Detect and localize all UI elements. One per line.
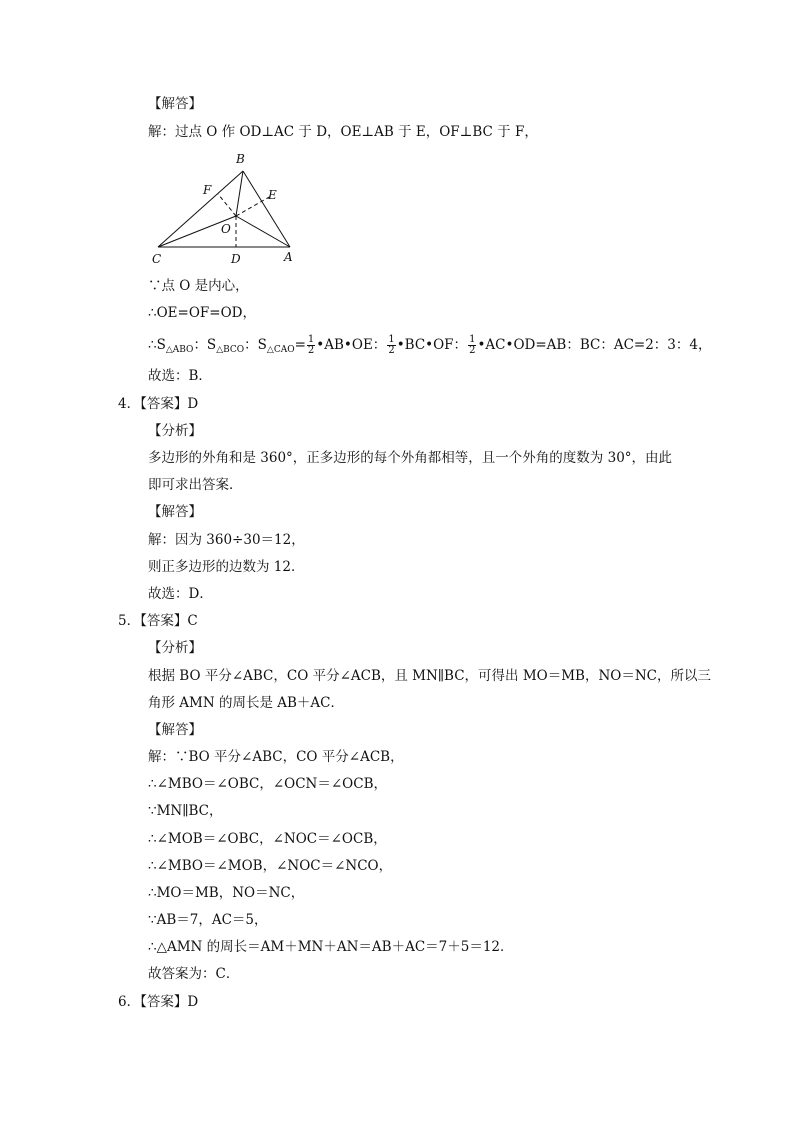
label-B: B: [236, 152, 245, 166]
solution-line: 解：过点 O 作 OD⊥AC 于 D，OE⊥AB 于 E，OF⊥BC 于 F，: [148, 124, 538, 140]
q4-heading-fenxi: 【分析】: [148, 423, 202, 439]
q3-select: 故选：B．: [148, 368, 212, 384]
q5-solution-line: 故答案为：C．: [148, 966, 240, 982]
q5-solution-line: ∴∠MBO＝∠MOB，∠NOC＝∠NCO，: [148, 858, 393, 874]
q5-solution-line: ∵MN∥BC，: [148, 803, 223, 819]
q5-solution-line: ∴∠MOB＝∠OBC，∠NOC＝∠OCB，: [148, 831, 387, 847]
therefore-equal-distances: ∴OE=OF=OD，: [148, 305, 256, 321]
fraction-half: $\frac{1}{2}$: [388, 334, 395, 356]
q5-answer: 5．【答案】C: [118, 613, 198, 629]
label-F: F: [203, 183, 212, 197]
q4-heading-jieda: 【解答】: [148, 504, 202, 520]
q5-solution-line: 解：∵BO 平分∠ABC，CO 平分∠ACB，: [148, 749, 404, 765]
label-O: O: [221, 222, 231, 236]
q5-solution-line: ∴MO＝MB，NO＝NC，: [148, 885, 305, 901]
q5-heading-fenxi: 【分析】: [148, 640, 202, 656]
q6-answer: 6．【答案】D: [118, 994, 199, 1010]
q5-heading-jieda: 【解答】: [148, 722, 202, 738]
label-C: C: [152, 252, 162, 266]
label-D: D: [231, 252, 241, 266]
q4-solution-2: 则正多边形的边数为 12．: [148, 559, 305, 575]
q4-analysis-2: 即可求出答案．: [148, 477, 243, 493]
q4-solution-1: 解：因为 360÷30＝12，: [148, 532, 305, 548]
q5-solution-line: ∴△AMN 的周长＝AM＋MN＋AN＝AB＋AC＝7＋5＝12．: [148, 939, 514, 955]
because-incenter: ∵点 O 是内心，: [148, 278, 249, 294]
section-heading-jieda: 【解答】: [148, 96, 202, 112]
q5-solution-line: ∴∠MBO＝∠OBC，∠OCN＝∠OCB，: [148, 776, 387, 792]
q5-solution-line: ∵AB＝7，AC＝5，: [148, 912, 268, 928]
q4-select: 故选：D．: [148, 586, 213, 602]
label-E: E: [268, 188, 277, 202]
q5-analysis-2: 角形 AMN 的周长是 AB＋AC．: [148, 695, 345, 711]
q5-analysis-1: 根据 BO 平分∠ABC，CO 平分∠ACB，且 MN∥BC，可得出 MO＝MB，NO＝NC，所以三: [148, 668, 711, 684]
q4-answer: 4．【答案】D: [118, 396, 199, 412]
triangle-figure: [148, 146, 308, 270]
label-A: A: [284, 250, 293, 264]
fraction-half: $\frac{1}{2}$: [469, 334, 476, 356]
area-ratio-line: $\therefore S_{\triangle ABO}$：$S_{\triangle BCO}$：$S_{\triangle CAO}=$ $\frac{1}{2}$ •AB•OE： $\frac{1}{2}$ •BC•OF： $\frac{1}{2}$ •AC•OD=AB：BC：AC=2：3：4，: [148, 334, 712, 356]
fraction-half: $\frac{1}{2}$: [307, 334, 315, 356]
q4-analysis-1: 多边形的外角和是 360°，正多边形的每个外角都相等，且一个外角的度数为 30°，由此: [148, 450, 673, 466]
